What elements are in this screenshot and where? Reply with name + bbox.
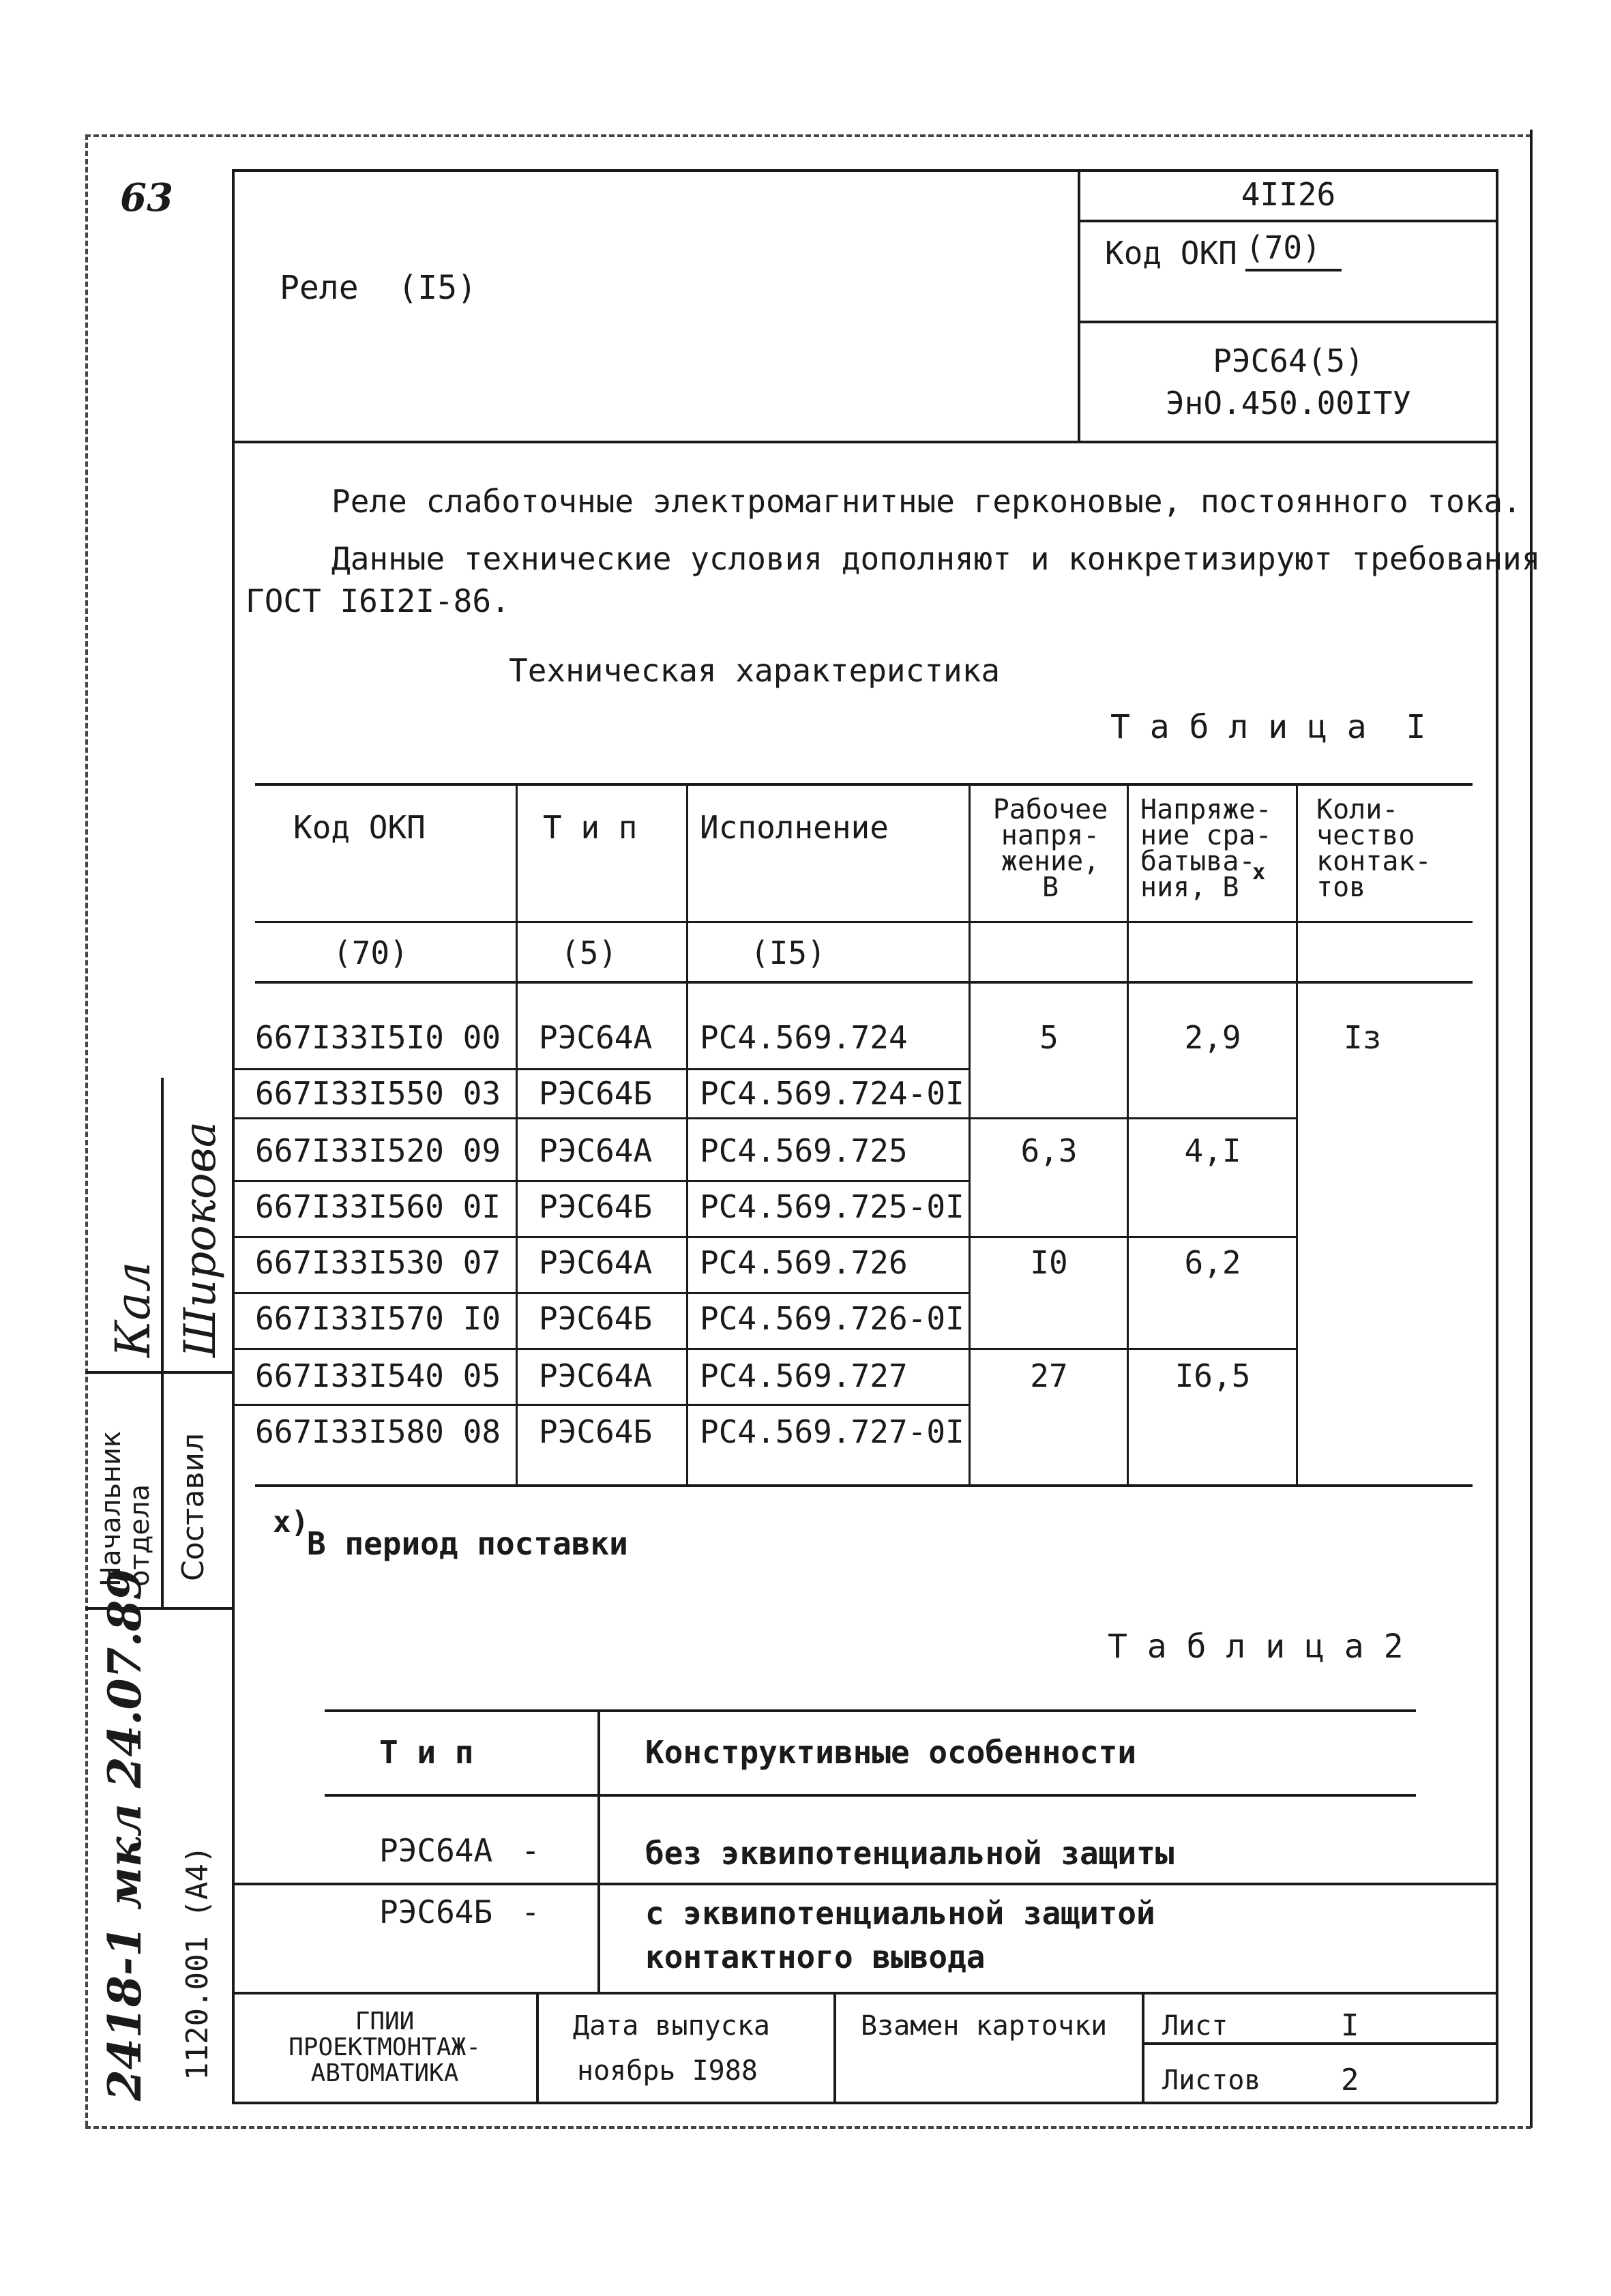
footer-col-1 xyxy=(536,1992,539,2103)
row-sep-1 xyxy=(232,1068,970,1070)
footer-sheets-value: 2 xyxy=(1341,2063,1359,2098)
footer-replace-label: Взамен карточки xyxy=(861,2010,1108,2042)
table1-bottom xyxy=(255,1484,1473,1487)
table1-row-variant: РС4.569.725 xyxy=(700,1132,908,1169)
strip-head-label: Начальник отдела xyxy=(95,1430,156,1587)
card-title: Реле (I5) xyxy=(280,269,477,307)
table2-header-type: Т и п xyxy=(379,1734,474,1771)
intro-line-2: Данные технические условия дополняют и конкретизируют требования xyxy=(331,540,1541,577)
table2-row-dash: - xyxy=(521,1894,540,1930)
table1-voltage: I0 xyxy=(1030,1244,1068,1281)
footer-sheets-label: Листов xyxy=(1162,2065,1261,2096)
frame-left xyxy=(85,134,88,2126)
card-type: РЭС64(5) xyxy=(1213,342,1364,379)
table1-header-bottom xyxy=(255,921,1473,923)
table1-row-okp: 667I33I570 I0 xyxy=(255,1300,501,1337)
footer-org-3: АВТОМАТИКА xyxy=(310,2059,459,2087)
footnote-text: В период поставки xyxy=(307,1525,628,1562)
table1-trigger: 6,2 xyxy=(1184,1244,1241,1281)
table1-row-okp: 667I33I5I0 00 xyxy=(255,1019,501,1056)
table1-caption: Т а б л и ц а I xyxy=(1110,708,1426,746)
strip-divider xyxy=(161,1078,164,1610)
frame-top xyxy=(85,134,1531,137)
table1-col-2 xyxy=(686,783,688,1484)
footer-sheet-value: I xyxy=(1341,2008,1359,2043)
table1-voltage: 27 xyxy=(1030,1357,1068,1394)
strip-top xyxy=(85,1371,233,1374)
footer-top xyxy=(232,1992,1497,1995)
footer-org-1: ГПИИ xyxy=(355,2007,415,2035)
table1-trigger: I6,5 xyxy=(1174,1357,1251,1394)
table1-row-variant: РС4.569.725-0I xyxy=(700,1188,964,1225)
card-code: 4II26 xyxy=(1241,176,1336,213)
footer-col-3 xyxy=(1142,1992,1144,2103)
row-sep-4 xyxy=(232,1236,1297,1238)
table1-contacts: Iз xyxy=(1344,1019,1382,1056)
okp-value: (70) xyxy=(1245,232,1342,271)
table1-col-3 xyxy=(969,783,971,1484)
table1-row-type: РЭС64А xyxy=(539,1244,653,1281)
table1-row-type: РЭС64А xyxy=(539,1357,653,1394)
table1-header-contacts: Коли- чество контак- тов xyxy=(1316,794,1432,903)
header-line-2 xyxy=(1078,321,1497,323)
intro-line-3: ГОСТ I6I2I-86. xyxy=(246,583,510,619)
row-sep-3 xyxy=(232,1180,970,1182)
footer-col-2 xyxy=(833,1992,836,2103)
table2-row-type: РЭС64Б xyxy=(379,1894,493,1930)
row-sep-7 xyxy=(232,1404,970,1406)
card-left xyxy=(232,169,235,2103)
table1-row-variant: РС4.569.727 xyxy=(700,1357,908,1394)
table1-header-variant: Исполнение xyxy=(700,809,889,846)
table1-row-okp: 667I33I580 08 xyxy=(255,1413,501,1450)
card-bottom xyxy=(232,2102,1497,2104)
header-line-1 xyxy=(1078,220,1497,222)
table1-row-type: РЭС64А xyxy=(539,1019,653,1056)
table1-top xyxy=(255,783,1473,786)
table1-row-type: РЭС64А xyxy=(539,1132,653,1169)
table1-code-type: (5) xyxy=(561,934,618,971)
card-top xyxy=(232,169,1497,172)
table1-row-okp: 667I33I540 05 xyxy=(255,1357,501,1394)
table1-col-4 xyxy=(1127,783,1129,1484)
table1-voltage: 6,3 xyxy=(1020,1132,1078,1169)
table2-row-sep xyxy=(232,1883,1497,1885)
table1-trigger: 2,9 xyxy=(1184,1019,1241,1056)
table2-caption: Т а б л и ц а 2 xyxy=(1108,1628,1404,1666)
frame-right xyxy=(1530,130,1533,2128)
table1-code-okp: (70) xyxy=(333,934,409,971)
table1-header-okp: Код ОКП xyxy=(293,809,426,846)
table1-row-type: РЭС64Б xyxy=(539,1300,653,1337)
row-sep-6 xyxy=(232,1348,1297,1350)
section-title: Техническая характеристика xyxy=(509,652,1001,689)
table1-row-type: РЭС64Б xyxy=(539,1075,653,1112)
intro-line-1: Реле слаботочные электромагнитные герконовые, постоянного тока. xyxy=(331,483,1522,520)
table1-row-variant: РС4.569.726-0I xyxy=(700,1300,964,1337)
row-sep-5 xyxy=(232,1292,970,1294)
table1-code-variant: (I5) xyxy=(750,934,826,971)
footer-org-2: ПРОЕКТМОНТАЖ- xyxy=(289,2033,481,2061)
table2-row-dash: - xyxy=(521,1832,540,1869)
page-number: 63 xyxy=(120,175,173,220)
footer-date-value: ноябрь I988 xyxy=(577,2055,758,2087)
header-bottom xyxy=(232,441,1497,443)
table2-header-features: Конструктивные особенности xyxy=(645,1734,1137,1771)
table1-codes-bottom xyxy=(255,981,1473,984)
footer-sheet-label: Лист xyxy=(1162,2010,1228,2042)
card-right xyxy=(1496,169,1498,2103)
inventory-number: 2418-1 мкл 24.07.89 xyxy=(98,1568,151,2101)
table1-row-variant: РС4.569.726 xyxy=(700,1244,908,1281)
footnote-mark: x) xyxy=(273,1505,309,1540)
table2-row-text: с эквипотенциальной защитой xyxy=(645,1895,1155,1932)
card-spec: ЭнО.450.00IТУ xyxy=(1165,385,1412,422)
table1-col-5 xyxy=(1296,783,1298,1484)
table1-row-variant: РС4.569.724 xyxy=(700,1019,908,1056)
signature-head: Кал xyxy=(105,1261,161,1357)
form-code: 1120.001 (А4) xyxy=(180,1845,215,2080)
row-sep-2 xyxy=(232,1117,1297,1119)
signature-author: Широкова xyxy=(175,1121,226,1357)
footer-sheet-sep xyxy=(1142,2042,1497,2045)
table1-row-okp: 667I33I530 07 xyxy=(255,1244,501,1281)
table1-header-type: Т и п xyxy=(543,809,638,846)
table2-col-sep xyxy=(597,1709,600,1992)
table1-row-type: РЭС64Б xyxy=(539,1413,653,1450)
table2-top xyxy=(325,1709,1416,1712)
table2-row-text: без эквипотенциальной защиты xyxy=(645,1835,1174,1872)
table2-row-text-2: контактного вывода xyxy=(645,1939,986,1975)
table1-row-variant: РС4.569.724-0I xyxy=(700,1075,964,1112)
table1-header-trigger: Напряже- ние сра- батыва- ния, В xyxy=(1140,794,1272,903)
strip-author-label: Составил xyxy=(176,1432,211,1581)
table1-row-type: РЭС64Б xyxy=(539,1188,653,1225)
table1-header-mark: x xyxy=(1252,859,1266,885)
table1-row-variant: РС4.569.727-0I xyxy=(700,1413,964,1450)
table2-header-bottom xyxy=(325,1794,1416,1797)
table1-row-okp: 667I33I560 0I xyxy=(255,1188,501,1225)
footer-date-label: Дата выпуска xyxy=(573,2010,770,2042)
table1-header-voltage: Рабочее напря- жение, В xyxy=(992,794,1108,903)
table1-col-1 xyxy=(516,783,518,1484)
table1-row-okp: 667I33I550 03 xyxy=(255,1075,501,1112)
frame-bottom xyxy=(85,2126,1531,2129)
table1-row-okp: 667I33I520 09 xyxy=(255,1132,501,1169)
table2-row-type: РЭС64А xyxy=(379,1832,493,1869)
okp-label: Код ОКП xyxy=(1105,235,1237,271)
table1-trigger: 4,I xyxy=(1184,1132,1241,1169)
table1-voltage: 5 xyxy=(1039,1019,1059,1056)
